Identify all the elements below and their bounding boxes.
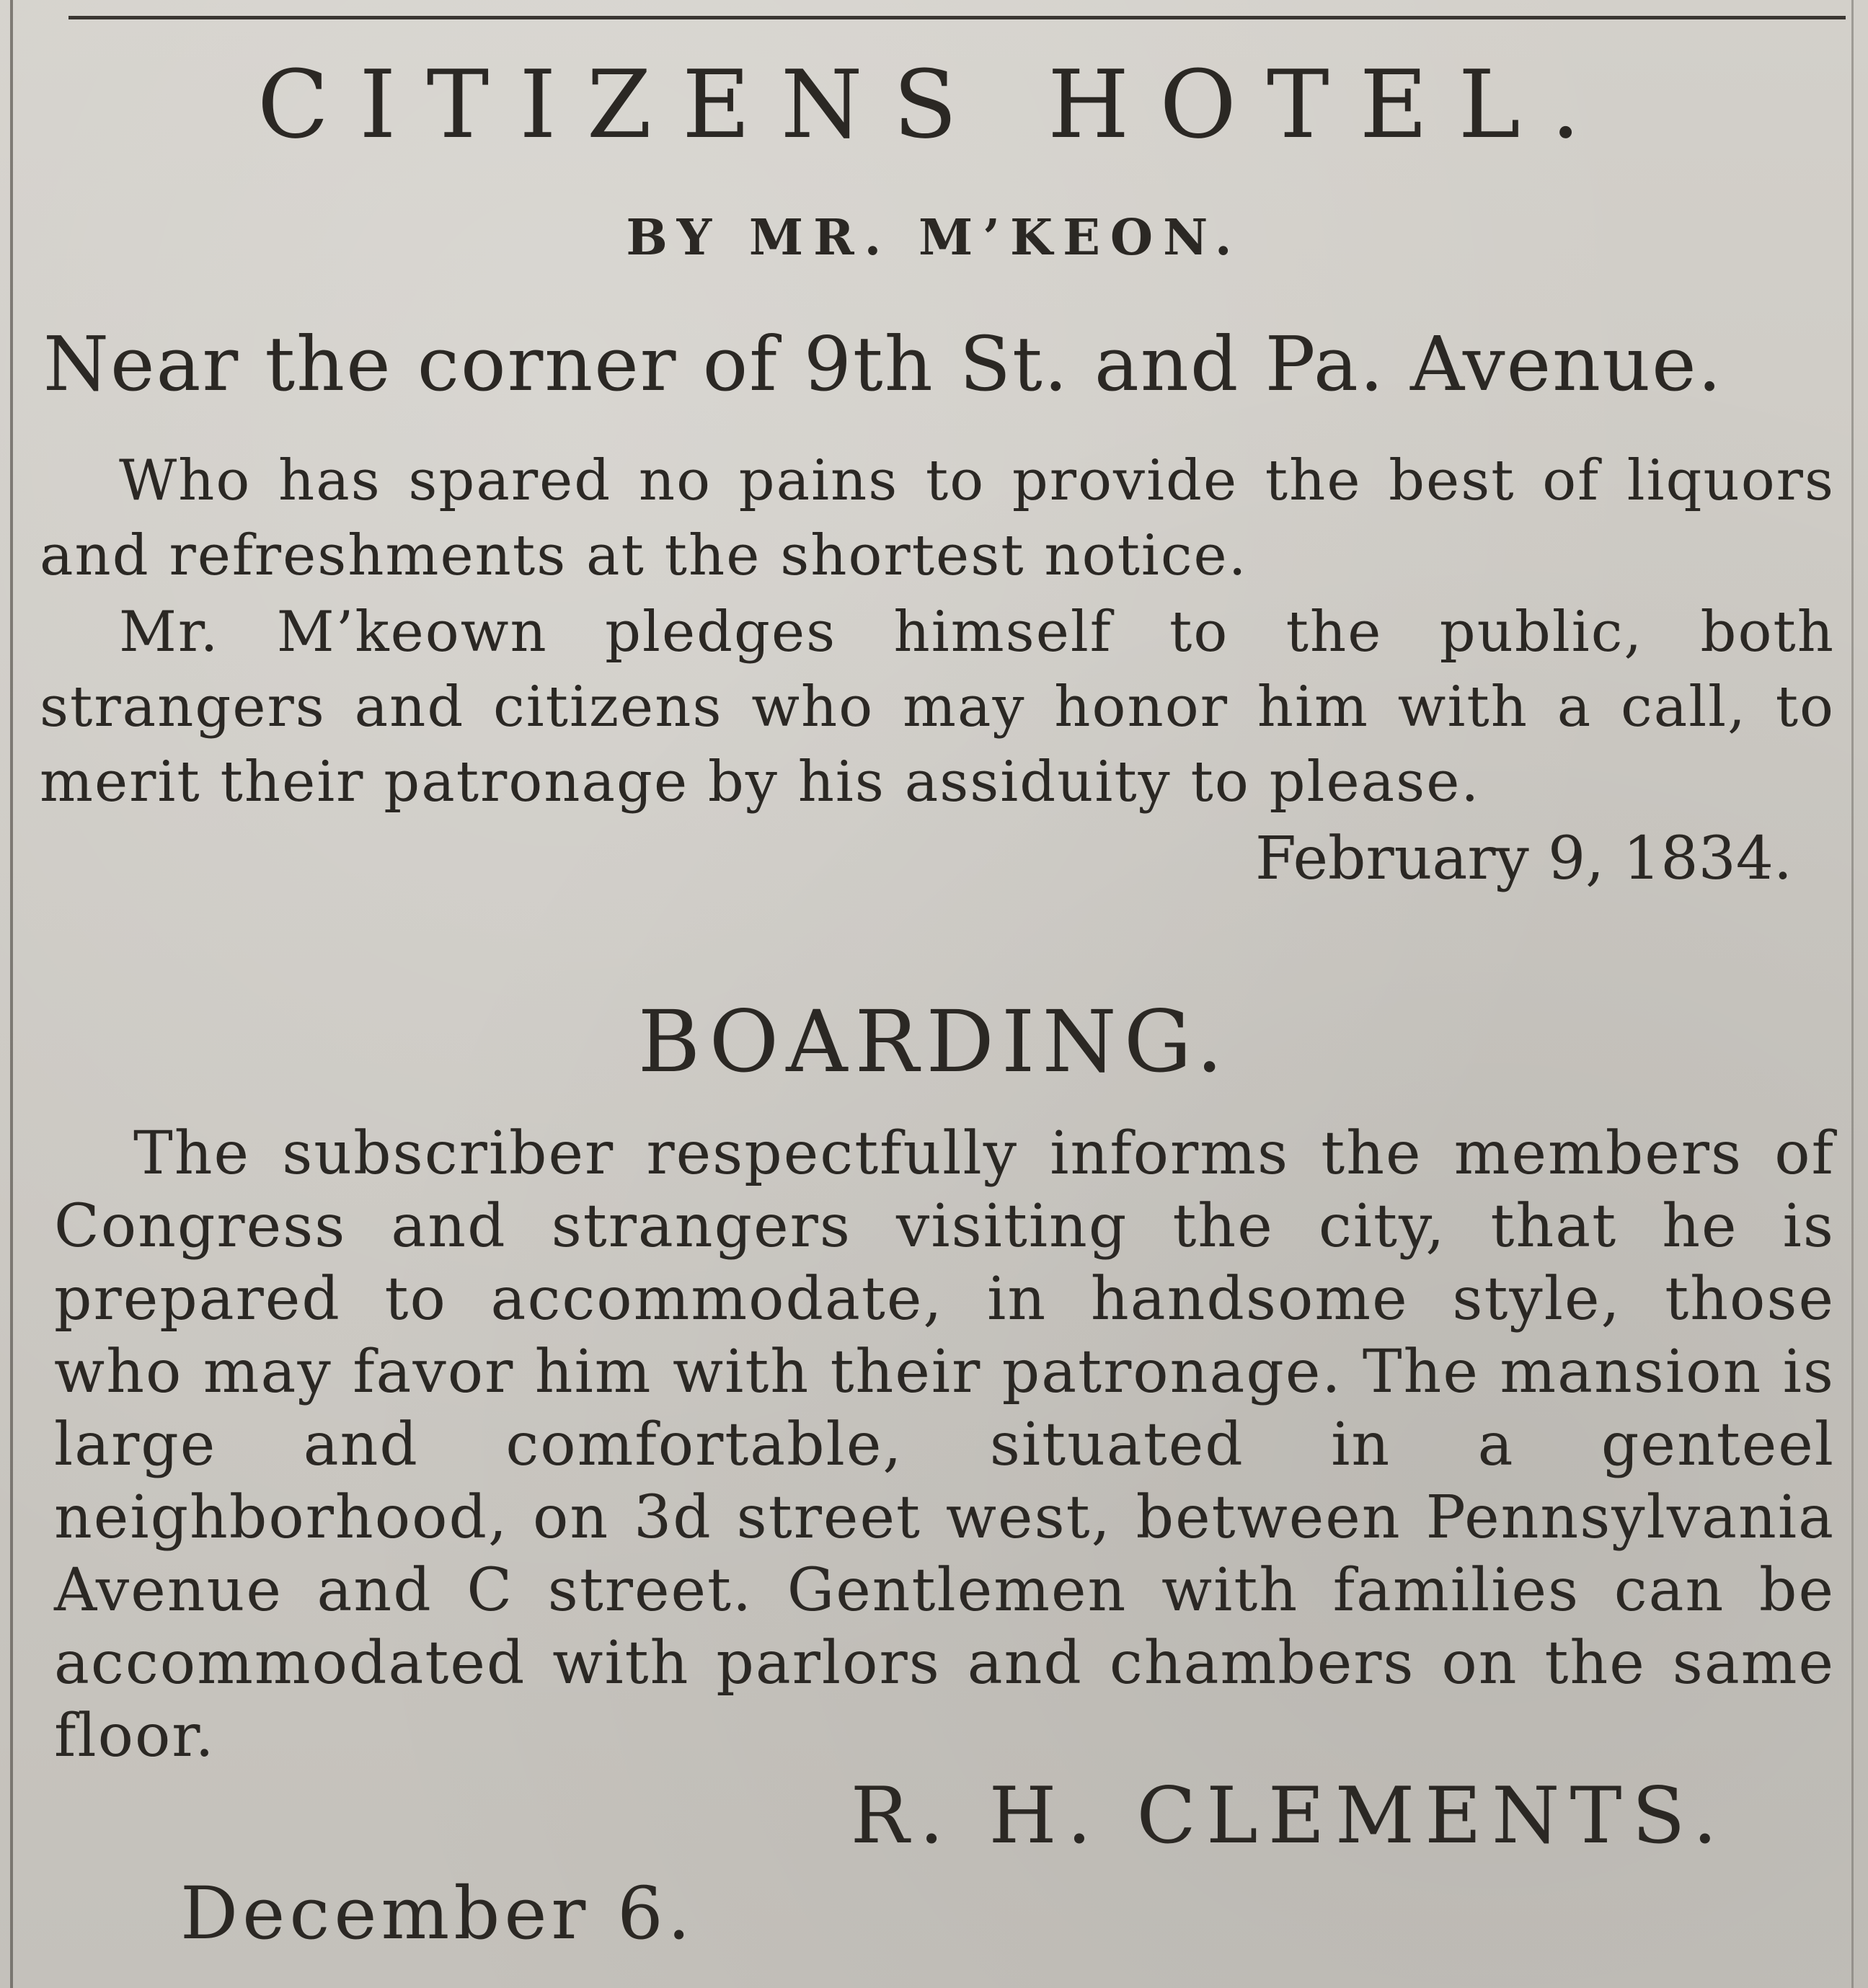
ad-paragraph: The subscriber respectfully informs the members of Congress and strangers visiting the city, that he is prepared to accommodate, in handsome style, those who may favor him with their patronage. The mansion is large and comfortable, situated in a genteel neighborhood, on 3d street west, between Pennsylvania Avenue and C street. Gentlemen with families can be accommodated with parlors and chambers on the same floor.: [54, 1119, 1835, 1770]
ad-signature: R. H. CLEMENTS.: [850, 1771, 1727, 1861]
ad-heading: BOARDING.: [637, 992, 1231, 1091]
ad-date: February 9, 1834.: [1255, 825, 1792, 893]
ad-byline: BY MR. M’KEON.: [626, 209, 1242, 267]
ad-date: December 6.: [180, 1871, 695, 1956]
ad-paragraph-1: Who has spared no pains to provide the best of liquors and refreshments at the shortest notice.: [40, 448, 1835, 588]
ad-title: CITIZENS HOTEL.: [257, 50, 1611, 159]
ad-paragraph-2: Mr. M’keown pledges himself to the public, both strangers and citizens who may honor him with a call, to merit their patronage by his assiduity to please.: [40, 600, 1835, 815]
ad-location: Near the corner of 9th St. and Pa. Avenue.: [43, 320, 1723, 408]
top-rule: [68, 16, 1846, 19]
ad-divider: [0, 959, 1868, 960]
